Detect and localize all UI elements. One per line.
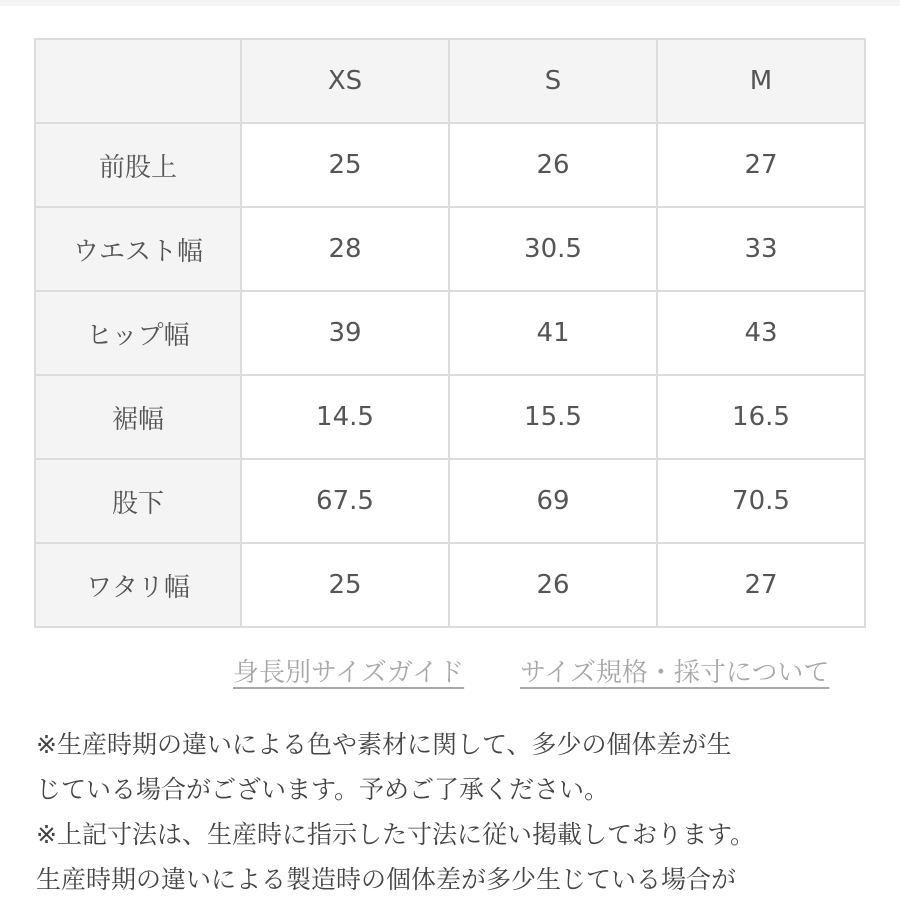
table-row	[35, 207, 865, 291]
table-cell: 15.5	[449, 375, 657, 459]
table-cell: 25	[241, 123, 449, 207]
table-row	[35, 459, 865, 543]
row-label: 裾幅	[35, 375, 241, 459]
table-cell: 28	[241, 207, 449, 291]
header-size-s: S	[449, 39, 657, 123]
size-guide-link[interactable]: 身長別サイズガイド	[233, 658, 465, 688]
table-cell: 16.5	[657, 375, 865, 459]
note-line: ※上記寸法は、生産時に指示した寸法に従い掲載しております。	[36, 820, 755, 849]
size-links	[0, 652, 900, 692]
table-cell: 27	[657, 123, 865, 207]
table-cell: 41	[449, 291, 657, 375]
table-row	[35, 375, 865, 459]
table-cell: 69	[449, 459, 657, 543]
header-size-m: M	[657, 39, 865, 123]
table-cell: 33	[657, 207, 865, 291]
table-cell: 39	[241, 291, 449, 375]
table-header-row	[35, 39, 865, 123]
note-line: ※生産時期の違いによる色や素材に関して、多少の個体差が生	[36, 730, 732, 759]
note-line: 生産時期の違いによる製造時の個体差が多少生じている場合が	[36, 865, 737, 894]
table-row	[35, 291, 865, 375]
row-label: 前股上	[35, 123, 241, 207]
note-line: じている場合がございます。予めご了承ください。	[36, 775, 610, 804]
table-cell: 43	[657, 291, 865, 375]
header-corner-cell	[35, 39, 241, 123]
header-size-xs: XS	[241, 39, 449, 123]
size-spec-link[interactable]: サイズ規格・採寸について	[520, 658, 830, 688]
table-cell: 30.5	[449, 207, 657, 291]
table-cell: 67.5	[241, 459, 449, 543]
top-divider	[0, 0, 900, 6]
size-table	[34, 38, 866, 628]
table-row	[35, 543, 865, 627]
row-label: ヒップ幅	[35, 291, 241, 375]
table-cell: 26	[449, 543, 657, 627]
table-cell: 25	[241, 543, 449, 627]
row-label: ワタリ幅	[35, 543, 241, 627]
table-cell: 26	[449, 123, 657, 207]
notes-section	[36, 722, 866, 900]
table-cell: 14.5	[241, 375, 449, 459]
row-label: ウエスト幅	[35, 207, 241, 291]
table-cell: 27	[657, 543, 865, 627]
table-cell: 70.5	[657, 459, 865, 543]
row-label: 股下	[35, 459, 241, 543]
table-row	[35, 123, 865, 207]
